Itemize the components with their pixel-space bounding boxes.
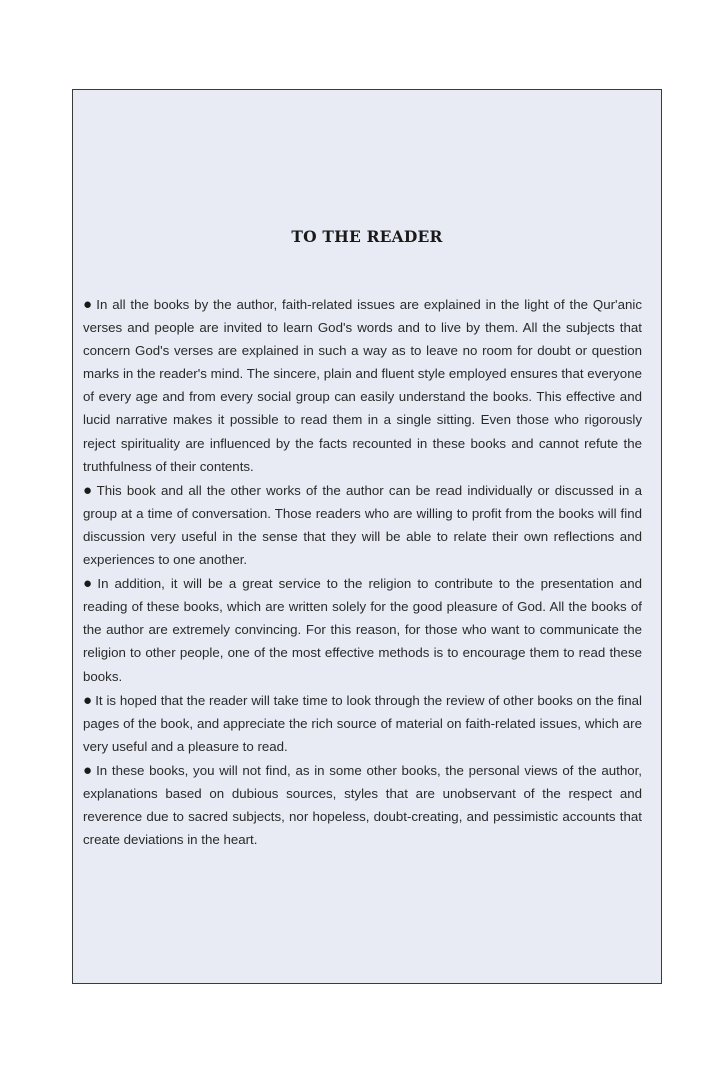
paragraph-text: It is hoped that the reader will take time to look through the review of other books on the final pages of the book, and appreciate the rich source of material on faith-related issues, which are very useful and a pleasure to read.: [83, 692, 643, 754]
document-panel: [72, 89, 662, 984]
bullet-icon: ●: [83, 761, 94, 779]
paragraph-text: In addition, it will be a great service to the religion to contribute to the presentation and reading of these books, which are written solely for the good pleasure of God. All the books of the author are extremely convincing. For this reason, for those who want to communicate the religion to other people, one of the most effective methods is to encourage them to read these books.: [83, 576, 642, 684]
paragraph-text: In these books, you will not find, as in some other books, the personal views of the author, explanations based on dubious sources, styles that are unobservant of the respect and reverence due to sacred subjects, nor hopeless, doubt-creating, and pessimistic accounts that create deviations in the heart.: [83, 762, 642, 848]
paragraph-text: This book and all the other works of the author can be read individually or discussed in a group at a time of conversation. Those readers who are willing to profit from the books will find discussion very useful in the sense that they will be able to relate their own reflections and experiences to one another.: [83, 482, 642, 568]
bullet-icon: ●: [83, 575, 95, 593]
paragraph-2: [83, 479, 642, 571]
body-text: [83, 293, 642, 852]
paragraph-text: In all the books by the author, faith-related issues are explained in the light of the Qur'anic verses and people are invited to learn God's words and to live by them. All the subjects that concern God's verses are explained in such a way as to leave no room for doubt or question marks in the reader's mind. The sincere, plain and fluent style employed ensures that everyone of every age and from every social group can easily understand the books. This effective and lucid narrative makes it possible to read them in a single sitting. Even those who rigorously reject spirituality are influenced by the facts recounted in these books and cannot refute the truthfulness of their contents.: [83, 297, 642, 474]
paragraph-1: [83, 293, 642, 478]
paragraph-3: [83, 572, 642, 687]
bullet-icon: ●: [83, 691, 93, 709]
page-title: TO THE READER: [291, 227, 443, 246]
paragraph-5: [83, 759, 642, 851]
paragraph-4: [83, 689, 642, 758]
bullet-icon: ●: [83, 481, 94, 499]
bullet-icon: ●: [83, 296, 94, 313]
